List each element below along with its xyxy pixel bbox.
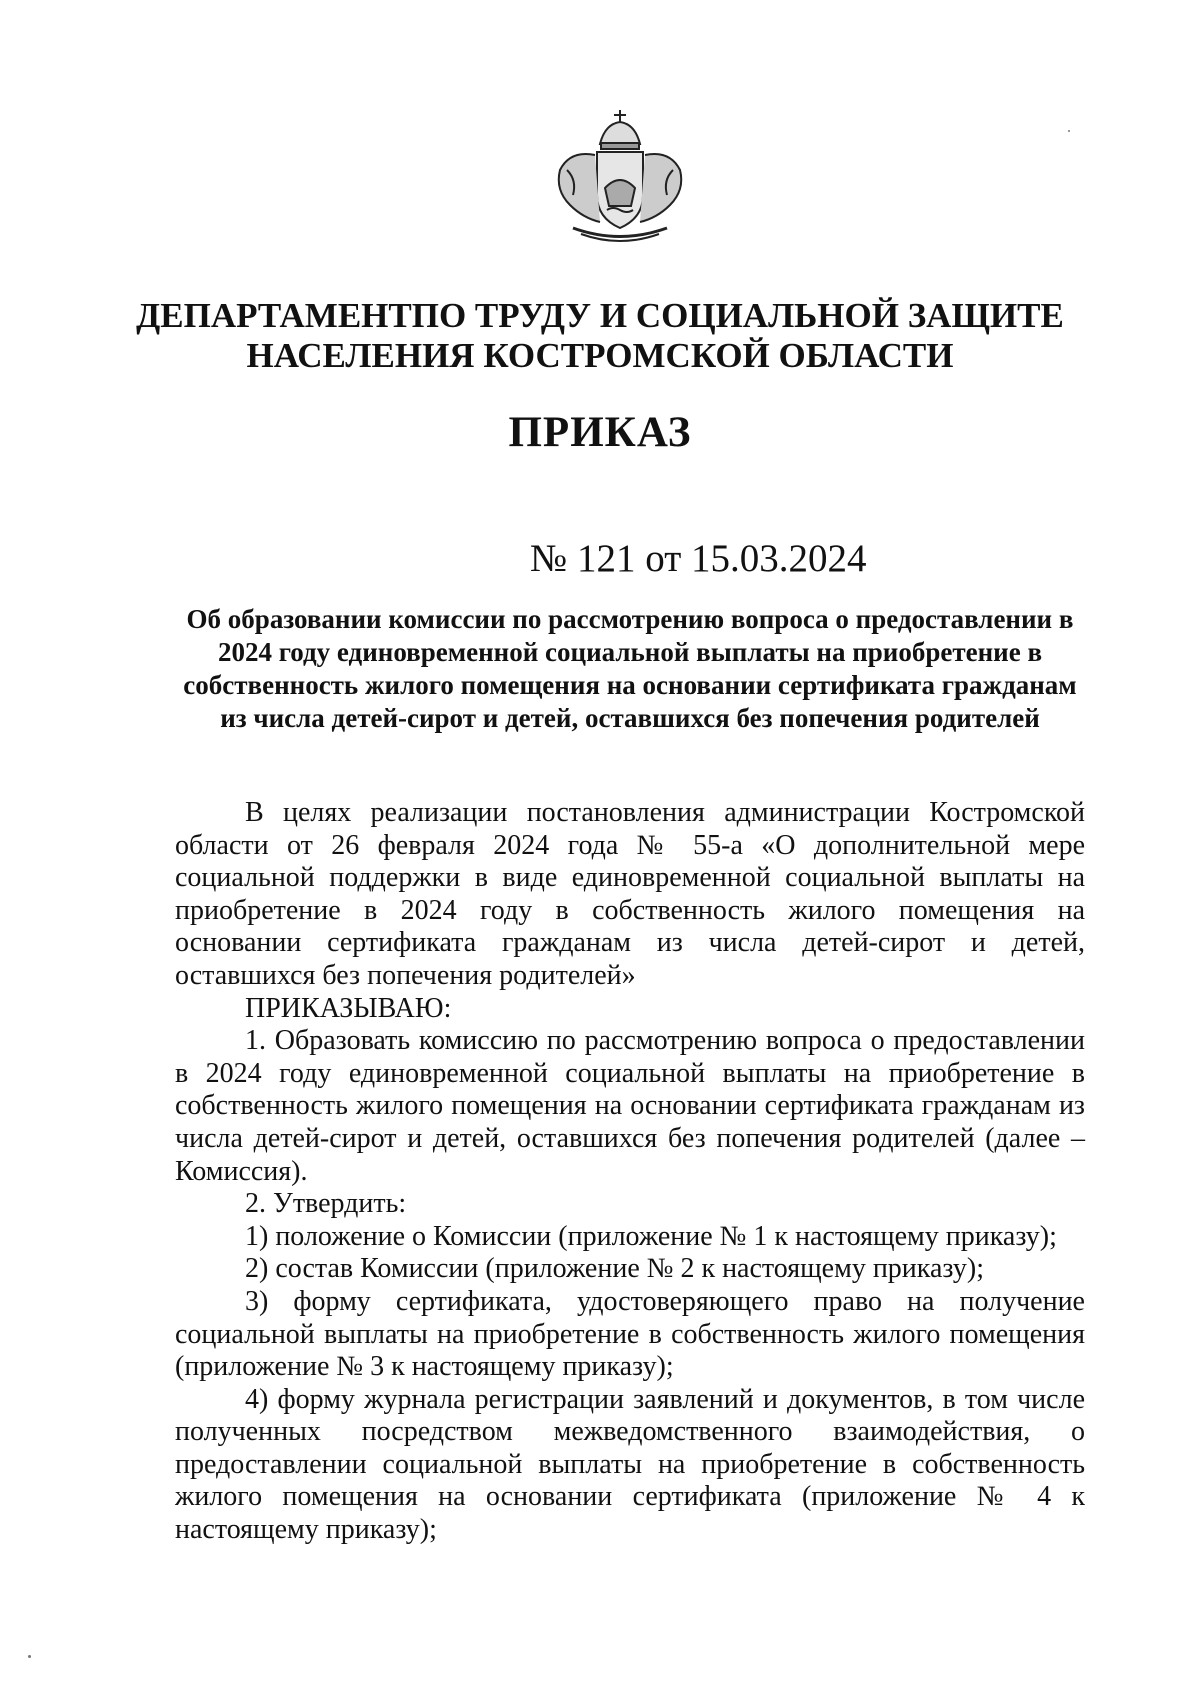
document-title: ПРИКАЗ (508, 409, 692, 456)
order-word: ПРИКАЗЫВАЮ: (245, 992, 452, 1024)
preamble-paragraph: В целях реализации постановления администрации Костромской области от 26 февраля 2024 года № 55-а «О дополнительной мере социальной поддержки в виде единовременной социальной выплаты на приобретение в 2024 году в собственность жилого помещения на основании сертификата гражданам из числа детей-сирот и детей, оставшихся без попечения родителей» (175, 797, 1085, 991)
order-item-1: 1. Образовать комиссию по рассмотрению вопроса о предоставлении в 2024 году единовременной социальной выплаты на приобретение в собственность жилого помещения на основании сертификата гражданам из числа детей-сирот и детей, оставшихся без попечения родителей (далее – Комиссия). (175, 1025, 1085, 1187)
order-subitem-3: 3) форму сертификата, удостоверяющего право на получение социальной выплаты на приобретение в собственность жилого помещения (приложение № 3 к настоящему приказу); (175, 1285, 1085, 1383)
document-body (175, 797, 1085, 1547)
document-subject: Об образовании комиссии по рассмотрению вопроса о предоставлении в 2024 году единовременной социальной выплаты на приобретение в собственность жилого помещения на основании сертификата гражданам из числа детей-сирот и детей, оставшихся без попечения родителей (183, 604, 1077, 733)
scan-speck (28, 1655, 31, 1658)
order-subitem-1: 1) положение о Комиссии (приложение № 1 к настоящему приказу); (245, 1220, 1057, 1252)
scan-speck (1068, 130, 1070, 132)
department-name-line1: ДЕПАРТАМЕНТПО ТРУДУ И СОЦИАЛЬНОЙ ЗАЩИТЕ (136, 296, 1064, 335)
order-subitem-4: 4) форму журнала регистрации заявлений и документов, в том числе полученных посредством межведомственного взаимодействия, о предоставлении социальной выплаты на приобретение в собственность жилого помещения на основании сертификата (приложение № 4 к настоящему приказу); (175, 1383, 1085, 1546)
order-subitem-2: 2) состав Комиссии (приложение № 2 к настоящему приказу); (245, 1253, 984, 1285)
order-item-2: 2. Утвердить: (245, 1188, 407, 1220)
document-number-date: № 121 от 15.03.2024 (530, 537, 867, 580)
department-name-line2: НАСЕЛЕНИЯ КОСТРОМСКОЙ ОБЛАСТИ (246, 336, 954, 375)
coat-of-arms-icon (545, 110, 695, 245)
